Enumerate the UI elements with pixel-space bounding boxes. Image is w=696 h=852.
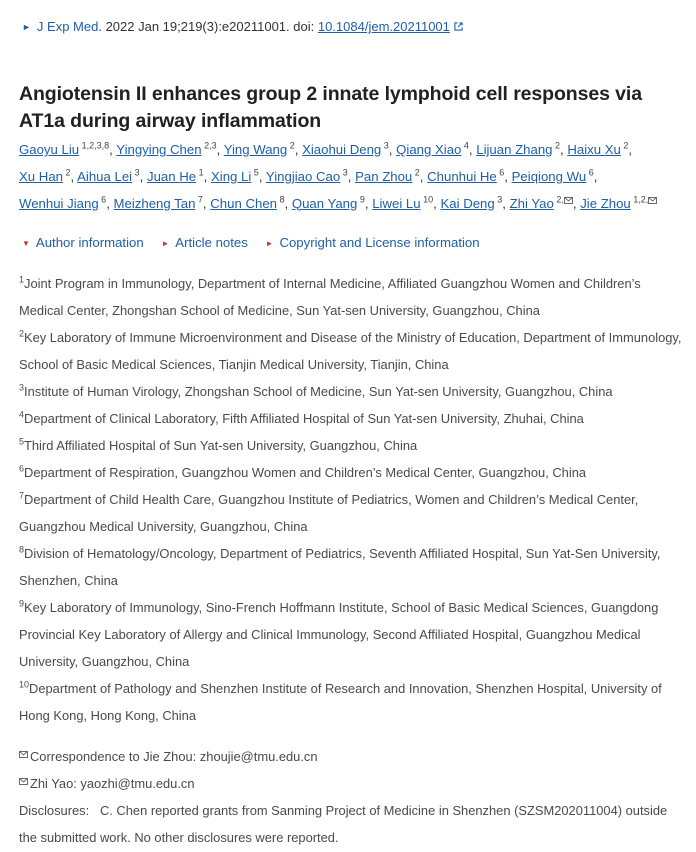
author-link[interactable]: Aihua Lei [77, 168, 133, 184]
affiliation-number: 9 [19, 598, 25, 609]
affiliation-number: 3 [19, 382, 25, 393]
author-affiliation-numbers[interactable]: 6 [496, 167, 505, 178]
author-list [19, 137, 684, 217]
author-information-toggle[interactable] [22, 235, 144, 250]
envelope-icon [19, 751, 28, 758]
author-affiliation-numbers[interactable]: 6 [98, 194, 107, 205]
author-link[interactable]: Meizheng Tan [113, 195, 196, 211]
envelope-icon [19, 778, 28, 785]
affiliation-text: Department of Respiration, Guangzhou Women and Children’s Medical Center, Guangzhou, China [24, 465, 587, 480]
affiliation-number: 5 [19, 436, 25, 447]
author-affiliation-numbers[interactable]: 2 [287, 140, 295, 151]
affiliation-text: Department of Clinical Laboratory, Fifth Affiliated Hospital of Sun Yat-sen University, Zhuhai, China [24, 411, 584, 426]
author-link[interactable]: Xing Li [210, 168, 252, 184]
affiliation-item [19, 540, 684, 594]
external-link-icon[interactable] [454, 22, 463, 31]
author-entry: Quan Yang $^9$, [291, 194, 369, 211]
author-entry: Kai Deng $^3$, [440, 194, 506, 211]
affiliation-text: Third Affiliated Hospital of Sun Yat-sen University, Guangzhou, China [24, 438, 418, 453]
article-notes-toggle[interactable] [161, 235, 248, 250]
author-affiliation-numbers[interactable]: 9 [357, 194, 365, 205]
author-link[interactable]: Lijuan Zhang [476, 142, 553, 157]
affiliation-item [19, 324, 684, 378]
author-affiliation-numbers[interactable]: 10 [420, 194, 434, 205]
author-affiliation-numbers[interactable]: 7 [195, 194, 203, 205]
author-link[interactable]: Xu Han [19, 168, 63, 184]
author-entry: Wenhui Jiang $^6$, [19, 194, 110, 211]
affiliation-item [19, 675, 684, 729]
author-entry: Juan He $^1$, [146, 167, 208, 184]
author-entry: Gaoyu Liu $^{1,2,3,8}$, [19, 140, 113, 157]
author-link[interactable]: Peiqiong Wu [511, 168, 587, 184]
correspondence-section [19, 743, 684, 851]
author-entry: Yingying Chen $^{2,3}$, [116, 140, 221, 157]
author-link[interactable]: Gaoyu Liu [19, 142, 80, 157]
author-link[interactable]: Haixu Xu [567, 142, 621, 157]
affiliation-item [19, 459, 684, 486]
author-entry: Peiqiong Wu $^6$, [511, 167, 598, 184]
author-link[interactable]: Chun Chen [210, 195, 277, 211]
author-entry: Xing Li $^5$, [210, 167, 263, 184]
author-affiliation-numbers[interactable]: 2,3 [201, 140, 217, 151]
affiliation-number: 8 [19, 544, 25, 555]
journal-name[interactable]: J Exp Med [36, 19, 99, 34]
author-link[interactable]: Juan He [146, 168, 197, 184]
affiliation-number: 4 [19, 409, 25, 420]
citation-details: . 2022 Jan 19;219(3):e20211001. doi: [98, 19, 318, 34]
affiliation-number: 2 [19, 328, 25, 339]
affiliation-text: Institute of Human Virology, Zhongshan School of Medicine, Sun Yat-sen University, Guangzhou, China [24, 384, 613, 399]
affiliation-number: 7 [19, 490, 25, 501]
author-affiliation-numbers[interactable]: 3 [132, 167, 140, 178]
doi-link[interactable]: 10.1084/jem.20211001 [317, 19, 450, 34]
envelope-icon[interactable] [648, 197, 657, 204]
author-entry: Pan Zhou $^2$, [355, 167, 424, 184]
author-link[interactable]: Yingying Chen [116, 142, 202, 157]
affiliation-text: Key Laboratory of Immunology, Sino-French Hoffmann Institute, School of Basic Medical Sciences, Guangdong Provincial Key Laboratory of Allergy and Clinical Immunology, Second Affiliated Hospital, Guangzhou Medical University, Guangzhou, China [19, 600, 659, 669]
author-affiliation-numbers[interactable]: 4 [461, 140, 469, 151]
author-affiliation-numbers[interactable]: 1 [196, 167, 204, 178]
author-entry: Haixu Xu $^2$, [567, 140, 633, 157]
author-affiliation-numbers[interactable]: 1,2,3,8 [79, 140, 110, 151]
citation-line [22, 17, 463, 37]
correspondence-jie-zhou: Correspondence to Jie Zhou: zhoujie@tmu.edu.cn [19, 743, 684, 770]
author-link[interactable]: Xiaohui Deng [302, 142, 382, 157]
affiliation-item [19, 432, 684, 459]
author-affiliation-numbers[interactable]: 3 [381, 140, 389, 151]
author-affiliation-numbers[interactable]: 2 [620, 140, 629, 151]
affiliation-number: 6 [19, 463, 25, 474]
author-link[interactable]: Kai Deng [440, 195, 495, 211]
author-information-label: Author information [35, 235, 144, 250]
triangle-right-icon[interactable]: ► [22, 22, 31, 32]
affiliation-item [19, 486, 684, 540]
author-affiliation-numbers[interactable]: 1,2, [630, 194, 649, 205]
copyright-license-label: Copyright and License information [279, 235, 480, 250]
author-entry: Meizheng Tan $^7$, [113, 194, 207, 211]
author-link[interactable]: Pan Zhou [355, 168, 413, 184]
author-entry: Chunhui He $^6$, [427, 167, 508, 184]
author-entry: Chun Chen $^8$, [210, 194, 289, 211]
affiliation-text: Division of Hematology/Oncology, Department of Pediatrics, Seventh Affiliated Hospital, Sun Yat-Sen University, Shenzhen, China [19, 546, 661, 588]
author-affiliation-numbers[interactable]: 3 [340, 167, 348, 178]
author-affiliation-numbers[interactable]: 2 [412, 167, 420, 178]
affiliation-item [19, 270, 684, 324]
affiliation-list [19, 270, 684, 729]
affiliation-item [19, 594, 684, 675]
author-entry: Xu Han $^2$, [19, 167, 75, 184]
author-entry: Qiang Xiao $^4$, [396, 140, 473, 157]
envelope-icon[interactable] [564, 197, 573, 204]
author-link[interactable]: Quan Yang [291, 195, 358, 211]
affiliation-text: Department of Child Health Care, Guangzhou Institute of Pediatrics, Women and Children’s Medical Center, Guangzhou Medical University, Guangzhou, China [19, 492, 639, 534]
disclosures: Disclosures: C. Chen reported grants from Sanming Project of Medicine in Shenzhen (SZSM202011004) outside the submitted work. No other disclosures were reported. [19, 803, 671, 845]
affiliation-text: Joint Program in Immunology, Department of Internal Medicine, Affiliated Guangzhou Women and Children’s Medical Center, Zhongshan School of Medicine, Sun Yat-sen University, Guangzhou, China [19, 276, 641, 318]
affiliation-text: Key Laboratory of Immune Microenvironment and Disease of the Ministry of Education, Department of Immunology, School of Basic Medical Sciences, Tianjin Medical University, Tianjin, China [19, 330, 682, 372]
author-affiliation-numbers[interactable]: 2 [63, 167, 71, 178]
triangle-right-icon: ► [265, 239, 274, 248]
triangle-right-icon: ► [161, 239, 170, 248]
author-entry: Zhi Yao $^{2,}$ , [509, 194, 577, 211]
author-link[interactable]: Zhi Yao [509, 195, 554, 211]
article-title: Angiotensin II enhances group 2 innate lymphoid cell responses via AT1a during airway inflammation [19, 83, 642, 132]
author-affiliation-numbers[interactable]: 2, [553, 194, 564, 205]
author-link[interactable]: Jie Zhou [580, 195, 631, 211]
author-affiliation-numbers[interactable]: 6 [586, 167, 594, 178]
author-entry: Yingjiao Cao $^3$, [265, 167, 352, 184]
triangle-down-icon: ▼ [22, 239, 30, 248]
copyright-license-toggle[interactable] [266, 235, 480, 250]
author-entry [580, 196, 657, 211]
info-toggles [22, 233, 494, 254]
author-link[interactable]: Qiang Xiao [396, 142, 462, 157]
author-entry: Xiaohui Deng $^3$, [302, 140, 393, 157]
author-link[interactable]: Wenhui Jiang [19, 195, 99, 211]
author-affiliation-numbers[interactable]: 5 [251, 167, 259, 178]
affiliation-number: 1 [19, 274, 25, 285]
author-entry: Liwei Lu $^{10}$, [372, 194, 437, 211]
affiliation-text: Department of Pathology and Shenzhen Institute of Research and Innovation, Shenzhen Hospital, University of Hong Kong, Hong Kong, China [19, 681, 662, 723]
affiliation-item [19, 378, 684, 405]
affiliation-item [19, 405, 684, 432]
author-link[interactable]: Yingjiao Cao [265, 168, 341, 184]
article-notes-label: Article notes [175, 235, 248, 250]
author-entry: Lijuan Zhang $^2$, [476, 140, 564, 157]
author-affiliation-numbers[interactable]: 3 [494, 194, 503, 205]
correspondence-zhi-yao: Zhi Yao: yaozhi@tmu.edu.cn [19, 770, 684, 797]
author-link[interactable]: Chunhui He [427, 168, 497, 184]
author-entry: Ying Wang $^2$, [223, 140, 299, 157]
author-entry: Aihua Lei $^3$, [77, 167, 144, 184]
author-affiliation-numbers[interactable]: 2 [552, 140, 561, 151]
affiliation-number: 10 [19, 679, 30, 690]
author-link[interactable]: Ying Wang [223, 142, 288, 157]
author-link[interactable]: Liwei Lu [372, 195, 421, 211]
author-affiliation-numbers[interactable]: 8 [276, 194, 285, 205]
